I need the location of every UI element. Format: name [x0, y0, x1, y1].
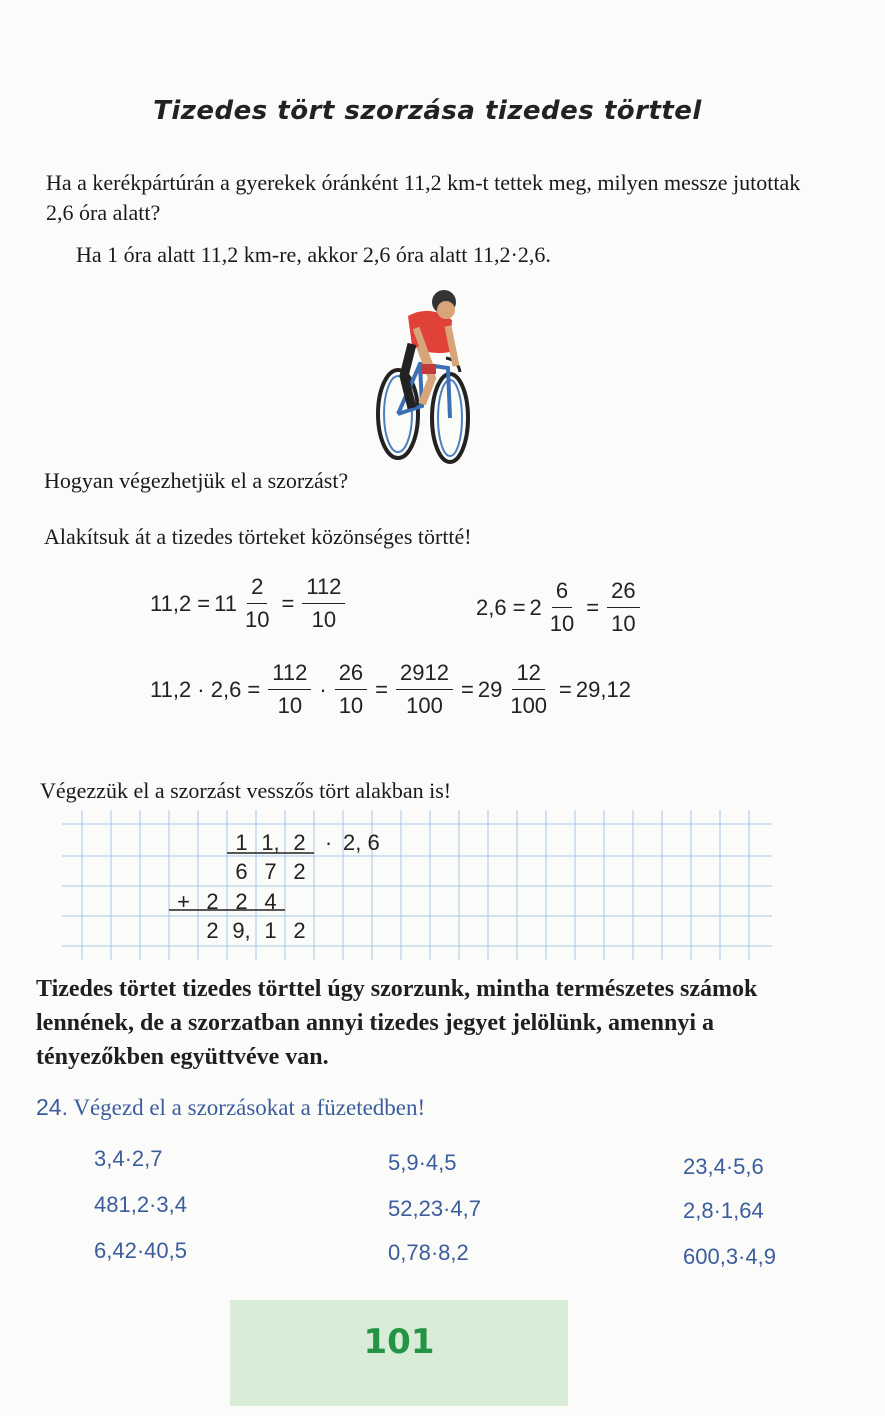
row3-digit-3: 4 — [264, 889, 277, 914]
exercise-item: 52,23·4,7 — [388, 1196, 481, 1221]
prod-left: 11,2 · 2,6 = — [150, 676, 261, 702]
conv1-fraction2 — [302, 574, 345, 633]
exercise-item: 6,42·40,5 — [94, 1238, 187, 1263]
conv2-den2: 10 — [611, 611, 636, 636]
conv2-fraction — [546, 578, 578, 637]
prod-f1-num: 112 — [268, 660, 311, 690]
question-convert: Alakítsuk át a tizedes törteket közönséges törtté! — [44, 524, 472, 549]
prod-f1-den: 10 — [277, 693, 303, 718]
prod-eq2: = — [460, 676, 474, 702]
plus-sign: + — [177, 889, 190, 914]
row2-digit-1: 6 — [235, 859, 248, 884]
cyclist-illustration — [360, 286, 490, 468]
conversion-product — [146, 660, 631, 719]
conv1-den2: 10 — [311, 607, 337, 632]
rule-statement: Tizedes törtet tizedes törttel úgy szorzunk, mintha természetes számok lennének, de a szorzatban annyi tizedes jegyet jelölünk, amennyi a tényezőkben együttvéve van. — [36, 976, 758, 1070]
exercise-item: 481,2·3,4 — [94, 1192, 187, 1217]
conv1-left: 11,2 = — [150, 590, 211, 616]
conversion-second — [472, 578, 644, 637]
multiplier: 2, 6 — [343, 830, 380, 855]
row3-digit-1: 2 — [206, 889, 219, 914]
conv2-num2: 26 — [607, 578, 639, 608]
column-instruction: Végezzük el a szorzást vesszős tört alakban is! — [40, 778, 452, 803]
conv1-den: 10 — [245, 607, 270, 632]
page-title: Tizedes tört szorzása tizedes törttel — [153, 96, 702, 126]
multiplication-dot: · — [324, 830, 333, 855]
prod-f4-den: 100 — [510, 693, 548, 718]
prod-fraction2 — [335, 660, 367, 719]
conv2-whole: 2 — [529, 594, 542, 620]
conv2-fraction2 — [607, 578, 639, 637]
prod-fraction4 — [506, 660, 551, 719]
row4-digit-3: 1 — [264, 918, 277, 943]
prod-f2-num: 26 — [335, 660, 367, 690]
prod-fraction3 — [396, 660, 453, 719]
question-how: Hogyan végezhetjük el a szorzást? — [44, 468, 349, 493]
conv1-fraction — [241, 574, 273, 633]
conversion-first — [146, 574, 349, 633]
exercise-item: 600,3·4,9 — [683, 1244, 776, 1269]
intro-question: Ha a kerékpártúrán a gyerekek óránként 11,2 km-t tettek meg, milyen messze jutottak 2,6 óra alatt? — [46, 170, 801, 225]
conv2-num: 6 — [552, 578, 572, 608]
prod-eq3: = — [559, 676, 572, 702]
row3-digit-2: 2 — [235, 889, 248, 914]
prod-whole: 29 — [477, 676, 503, 702]
row4-digit-1: 2 — [206, 918, 219, 943]
exercise-item: 0,78·8,2 — [388, 1240, 469, 1265]
conv1-num: 2 — [247, 574, 267, 604]
prod-f3-den: 100 — [406, 693, 443, 718]
exercise-item: 5,9·4,5 — [388, 1150, 457, 1175]
prod-f4-num: 12 — [512, 660, 544, 690]
prod-f2-den: 10 — [338, 693, 364, 718]
conv2-left: 2,6 = — [476, 594, 526, 620]
page-number: 101 — [363, 1322, 435, 1362]
row2-digit-3: 2 — [293, 859, 306, 884]
prod-dot: · — [319, 676, 327, 702]
exercise-item: 2,8·1,64 — [683, 1198, 764, 1223]
conv1-whole: 11 — [214, 590, 237, 616]
multiplication-grid — [62, 810, 772, 960]
conv2-eq: = — [586, 594, 600, 620]
conv2-den: 10 — [549, 611, 575, 636]
exercise-instruction: Végezd el a szorzásokat a füzetedben! — [73, 1095, 426, 1120]
conv1-eq: = — [281, 590, 295, 616]
row1-digit-3: 2 — [293, 830, 306, 855]
grid-lines — [62, 810, 772, 960]
conv1-num2: 112 — [302, 574, 345, 604]
exercise-heading — [36, 1094, 425, 1121]
exercise-item: 23,4·5,6 — [683, 1154, 764, 1179]
prod-f3-num: 2912 — [396, 660, 453, 690]
row4-digit-2: 9, — [232, 918, 251, 943]
prod-fraction1 — [268, 660, 311, 719]
row4-digit-4: 2 — [293, 918, 306, 943]
row1-digit-1: 1 — [235, 830, 248, 855]
exercise-item: 3,4·2,7 — [94, 1146, 163, 1171]
row2-digit-2: 7 — [264, 859, 277, 884]
row1-digit-2: 1, — [261, 830, 280, 855]
prod-eq1: = — [375, 676, 389, 702]
exercise-number: 24. — [36, 1094, 68, 1120]
prod-result: 29,12 — [575, 676, 631, 702]
intro-reasoning: Ha 1 óra alatt 11,2 km-re, akkor 2,6 óra alatt 11,2·2,6. — [76, 242, 551, 267]
